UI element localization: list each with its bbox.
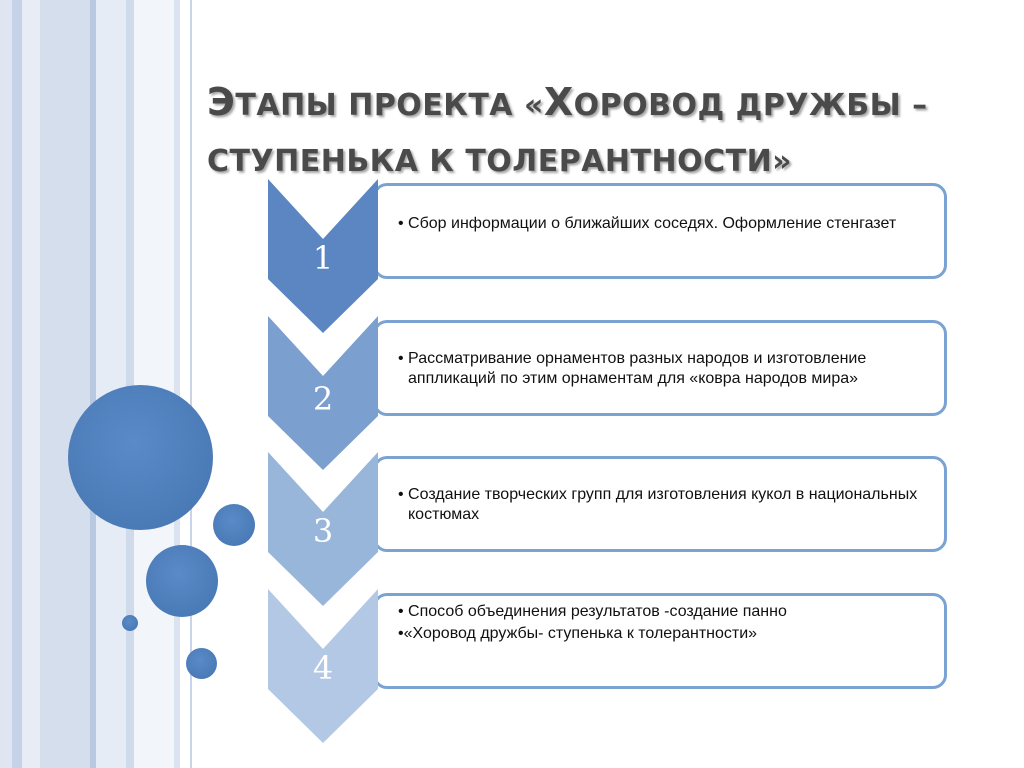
step-box <box>373 593 947 689</box>
step-box <box>373 456 947 552</box>
step-text <box>398 214 926 234</box>
step-item: •«Хоровод дружбы- ступенька к толерантности» <box>398 625 758 642</box>
step-number: 2 <box>312 380 334 418</box>
stripe <box>96 0 126 768</box>
step-item: • Создание творческих групп для изготовления кукол в национальных костюмах <box>398 486 918 523</box>
step-box <box>373 183 947 279</box>
small-circle <box>186 648 217 679</box>
title-text: ТАПЫ ПРОЕКТА « <box>235 88 544 123</box>
stripe <box>134 0 174 768</box>
step-item: • Сбор информации о ближайших соседях. Оформление стенгазет <box>398 215 897 232</box>
title-line-2: СТУПЕНЬКА К ТОЛЕРАНТНОСТИ» <box>207 144 793 179</box>
medium-circle <box>146 545 218 617</box>
title-cap: Х <box>543 80 574 124</box>
stripe <box>126 0 134 768</box>
step-item: • Способ объединения результатов -создание панно <box>398 603 787 620</box>
step-item: • Рассматривание орнаментов разных народов и изготовление аппликаций по этим орнаментам для «ковра народов мира» <box>398 350 867 387</box>
step-text <box>398 485 926 525</box>
step-text <box>398 349 926 389</box>
step-number: 1 <box>312 239 334 277</box>
step-box <box>373 320 947 416</box>
stripe <box>40 0 90 768</box>
large-circle <box>68 385 213 530</box>
stripe <box>22 0 40 768</box>
step-number: 3 <box>312 512 334 550</box>
title-text: ОРОВОД ДРУЖБЫ – <box>573 88 928 123</box>
stripe <box>0 0 12 768</box>
stripe <box>12 0 22 768</box>
decorative-stripes <box>0 0 200 768</box>
slide-title <box>207 74 1007 190</box>
stripe <box>174 0 180 768</box>
step-number: 4 <box>312 649 334 687</box>
title-line-1 <box>207 74 1007 134</box>
title-cap: Э <box>207 80 236 124</box>
small-circle <box>213 504 255 546</box>
step-text <box>398 602 926 644</box>
tiny-circle <box>122 615 138 631</box>
